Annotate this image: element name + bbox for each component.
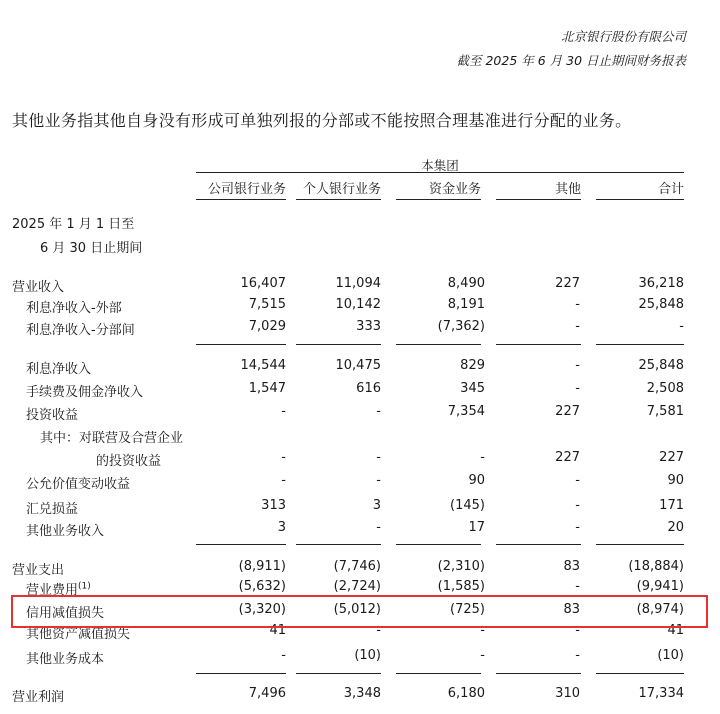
cell-value: 41	[667, 623, 684, 638]
cell-value: 17	[468, 520, 485, 535]
cell-value: (1,585)	[437, 579, 485, 594]
row-label: 其中：对联营及合营企业	[40, 431, 184, 446]
group-title: 本集团	[421, 158, 459, 173]
cell-value: 616	[356, 381, 381, 396]
column-rule	[596, 673, 684, 674]
cell-value: 310	[555, 686, 580, 701]
row-label: 信用减值损失	[26, 606, 105, 621]
company-name: 北京银行股份有限公司	[560, 29, 686, 44]
group-underline	[196, 172, 684, 173]
cell-value: -	[575, 579, 580, 594]
cell-value: 171	[659, 498, 684, 513]
cell-value: -	[575, 648, 580, 663]
cell-value: -	[480, 450, 485, 465]
row-label: 利息净收入-外部	[26, 301, 122, 316]
row-label: 营业支出	[12, 563, 65, 578]
column-rule	[296, 344, 381, 345]
cell-value: -	[281, 648, 286, 663]
table-row	[0, 473, 720, 493]
cell-value: -	[376, 404, 381, 419]
row-label: 营业费用$^{(1)}$	[26, 581, 91, 598]
column-rule	[396, 544, 481, 545]
cell-value: 14,544	[240, 358, 286, 373]
cell-value: 83	[563, 559, 580, 574]
cell-value: 227	[555, 276, 580, 291]
cell-value: 10,475	[335, 358, 381, 373]
col-header-corporate: 公司银行业务	[196, 178, 286, 200]
cell-value: -	[575, 358, 580, 373]
cell-value: -	[281, 450, 286, 465]
cell-value: 6,180	[447, 686, 485, 701]
column-rule	[296, 673, 381, 674]
row-label: 其他业务收入	[26, 524, 105, 539]
col-header-other: 其他	[496, 178, 581, 200]
column-rule	[196, 544, 286, 545]
column-rule	[496, 544, 581, 545]
row-label: 公允价值变动收益	[26, 477, 131, 492]
cell-value: (3,320)	[238, 602, 286, 617]
cell-value: -	[575, 623, 580, 638]
column-rule	[396, 344, 481, 345]
cell-value: 3	[277, 520, 286, 535]
cell-value: (9,941)	[636, 579, 684, 594]
cell-value: -	[376, 473, 381, 488]
cell-value: 25,848	[638, 297, 684, 312]
cell-value: 36,218	[638, 276, 684, 291]
cell-value: (18,884)	[628, 559, 684, 574]
table-row	[0, 358, 720, 378]
cell-value: 11,094	[335, 276, 381, 291]
row-label: 营业利润	[12, 690, 65, 705]
intro-text: 其他业务指其他自身没有形成可单独列报的分部或不能按照合理基准进行分配的业务。	[12, 111, 632, 130]
column-rule	[596, 344, 684, 345]
cell-value: (7,746)	[333, 559, 381, 574]
cell-value: 90	[667, 473, 684, 488]
row-label: 其他业务成本	[26, 652, 105, 667]
cell-value: (725)	[450, 602, 485, 617]
cell-value: 10,142	[335, 297, 381, 312]
cell-value: 333	[356, 319, 381, 334]
cell-value: -	[281, 404, 286, 419]
cell-value: (8,974)	[636, 602, 684, 617]
table-row	[0, 686, 720, 706]
cell-value: 2,508	[646, 381, 684, 396]
cell-value: -	[480, 648, 485, 663]
row-label: 手续费及佣金净收入	[26, 385, 144, 400]
table-row	[0, 450, 720, 470]
cell-value: 227	[555, 404, 580, 419]
cell-value: 7,515	[248, 297, 286, 312]
report-period: 截至 2025 年 6 月 30 日止期间财务报表	[456, 53, 686, 68]
table-row	[0, 381, 720, 401]
period-label-line2: 6 月 30 日止期间	[40, 241, 143, 256]
cell-value: (8,911)	[238, 559, 286, 574]
table-row	[0, 276, 720, 296]
footnote-marker: (1)	[78, 581, 91, 592]
cell-value: (5,632)	[238, 579, 286, 594]
table-row	[0, 498, 720, 518]
cell-value: 25,848	[638, 358, 684, 373]
row-label: 投资收益	[26, 408, 79, 423]
table-row	[0, 559, 720, 579]
cell-value: -	[575, 297, 580, 312]
table-row	[0, 648, 720, 668]
table-row	[0, 319, 720, 339]
cell-value: -	[376, 520, 381, 535]
cell-value: 345	[460, 381, 485, 396]
cell-value: -	[281, 473, 286, 488]
table-row	[0, 404, 720, 424]
period-label-line1: 2025 年 1 月 1 日至	[12, 217, 135, 232]
cell-value: 83	[563, 602, 580, 617]
cell-value: (2,724)	[333, 579, 381, 594]
cell-value: 8,490	[447, 276, 485, 291]
cell-value: 7,354	[447, 404, 485, 419]
cell-value: -	[575, 498, 580, 513]
cell-value: (2,310)	[437, 559, 485, 574]
cell-value: 313	[261, 498, 286, 513]
cell-value: 20	[667, 520, 684, 535]
cell-value: (7,362)	[437, 319, 485, 334]
col-header-personal: 个人银行业务	[296, 178, 381, 200]
cell-value: -	[376, 623, 381, 638]
table-row	[0, 297, 720, 317]
cell-value: 8,191	[447, 297, 485, 312]
cell-value: 1,547	[248, 381, 286, 396]
cell-value: -	[480, 623, 485, 638]
highlight-box	[11, 595, 708, 628]
cell-value: -	[575, 473, 580, 488]
row-label: 营业收入	[12, 280, 65, 295]
cell-value: (5,012)	[333, 602, 381, 617]
cell-value: 7,496	[248, 686, 286, 701]
cell-value: -	[575, 381, 580, 396]
column-rule	[496, 673, 581, 674]
cell-value: 227	[659, 450, 684, 465]
column-rule	[196, 344, 286, 345]
cell-value: (145)	[450, 498, 485, 513]
cell-value: 17,334	[638, 686, 684, 701]
col-header-total: 合计	[596, 178, 684, 200]
cell-value: 829	[460, 358, 485, 373]
cell-value: 16,407	[240, 276, 286, 291]
cell-value: -	[376, 450, 381, 465]
cell-value: 7,029	[248, 319, 286, 334]
cell-value: 41	[269, 623, 286, 638]
cell-value: -	[575, 520, 580, 535]
table-row	[0, 427, 720, 447]
cell-value: 3,348	[343, 686, 381, 701]
col-header-treasury: 资金业务	[396, 178, 481, 200]
column-rule	[396, 673, 481, 674]
row-label: 利息净收入	[26, 362, 92, 377]
column-rule	[496, 344, 581, 345]
cell-value: 90	[468, 473, 485, 488]
cell-value: 3	[372, 498, 381, 513]
cell-value: (10)	[657, 648, 684, 663]
cell-value: -	[575, 319, 580, 334]
cell-value: 227	[555, 450, 580, 465]
cell-value: 7,581	[646, 404, 684, 419]
column-rule	[196, 673, 286, 674]
column-rule	[296, 544, 381, 545]
row-label: 利息净收入-分部间	[26, 323, 135, 338]
table-row	[0, 520, 720, 540]
column-rule	[596, 544, 684, 545]
cell-value: -	[679, 319, 684, 334]
cell-value: (10)	[354, 648, 381, 663]
row-label: 的投资收益	[96, 454, 162, 469]
row-label: 汇兑损益	[26, 502, 79, 517]
row-label: 其他资产减值损失	[26, 627, 131, 642]
